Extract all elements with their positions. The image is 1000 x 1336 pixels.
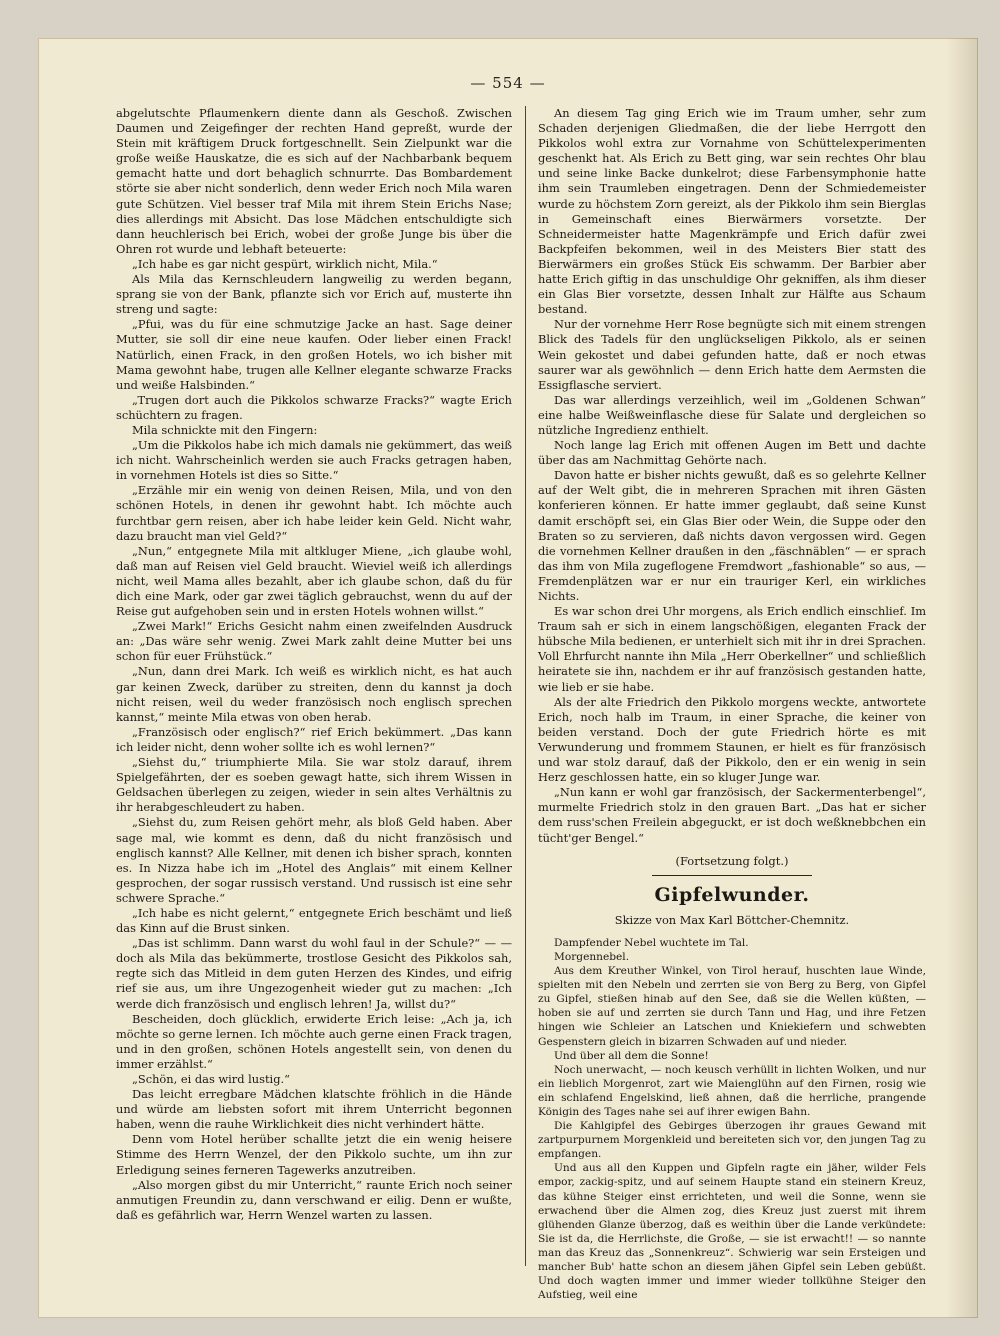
- continuation-note: (Fortsetzung folgt.): [675, 853, 789, 868]
- paragraph: „Französisch oder englisch?“ rief Erich bekümmert. „Das kann ich leider nicht, denn woher sollte ich es wohl lernen?“: [116, 724, 512, 754]
- paragraph: „Also morgen gibst du mir Unterricht,“ raunte Erich noch seiner anmutigen Freundin zu, dann verschwand er eilig. Denn er wußte, daß es gefährlich war, Herrn Wenzel warten zu lassen.: [116, 1177, 512, 1222]
- paragraph: Die Kahlgipfel des Gebirges überzogen ihr graues Gewand mit zartpurpurnem Morgenkleid und bereiteten sich vor, den jungen Tag zu empfangen.: [538, 1120, 926, 1161]
- paragraph: „Pfui, was du für eine schmutzige Jacke an hast. Sage deiner Mutter, sie soll dir eine neue kaufen. Oder lieber einen Frack! Natürlich, einen Frack, in den großen Hotels, wo ich bisher mit Mama gewohnt habe, trugen alle Kellner elegante schwarze Fracks und weiße Halsbinden.“: [116, 317, 512, 392]
- page-number: — 554 —: [470, 74, 546, 92]
- newspaper-page: [38, 38, 978, 1318]
- paragraph: Bescheiden, doch glücklich, erwiderte Erich leise: „Ach ja, ich möchte so gerne lernen. Ich möchte auch gerne einen Frack tragen, und in den großen, schönen Hotels angestellt sein, von denen du immer erzählst.“: [116, 1011, 512, 1071]
- column-divider: [525, 106, 526, 1266]
- right-column: [538, 106, 926, 1302]
- story-byline: Skizze von Max Karl Böttcher-Chemnitz.: [614, 912, 850, 927]
- paragraph: „Siehst du, zum Reisen gehört mehr, als bloß Geld haben. Aber sage mal, wie kommt es denn, daß du nicht französisch und englisch kannst? Alle Kellner, mit denen ich bisher sprach, konnten es. In Nizza habe ich im „Hotel des Anglais“ mit einem Kellner gesprochen, der sogar russisch verstand. Und russisch ist eine sehr schwere Sprache.“: [116, 815, 512, 905]
- page-gutter-shadow: [946, 38, 978, 1318]
- paragraph: Dampfender Nebel wuchtete im Tal.: [554, 936, 749, 949]
- paragraph: Davon hatte er bisher nichts gewußt, daß es so gelehrte Kellner auf der Welt gibt, die in mehreren Sprachen mit ihren Gästen konferieren können. Er hatte immer geglaubt, daß seine Kunst damit erschöpft sei, ein Glas Bier oder Wein, die Suppe oder den Braten so zu servieren, daß nichts davon vergossen wird. Gegen die vornehmen Kellner draußen in den „fäschnäblen“ — er sprach das ihm von Mila zugeflogene Fremdwort „fashionable“ so aus, — Fremdenplätzen war er nur ein trauriger Kerl, ein wirkliches Nichts.: [538, 468, 926, 603]
- paragraph: abgelutschte Pflaumenkern diente dann als Geschoß. Zwischen Daumen und Zeigefinger der rechten Hand gepreßt, wurde der Stein mit kräftigem Druck fortgeschnellt. Sein Zielpunkt war die große weiße Hauskatze, die es sich auf der Nachbarbank bequem gemacht hatte und dort behaglich schnurrte. Das Bombardement störte sie aber nicht sonderlich, denn weder Erich noch Mila waren gute Schützen. Viel besser traf Mila mit ihrem Stein Erichs Nase; dies allerdings mit Absicht. Das lose Mädchen entschuldigte sich dann heuchlerisch bei Erich, wobei der große Junge bis über die Ohren rot wurde und lebhaft beteuerte:: [116, 106, 512, 256]
- serial-continuation-text: [538, 106, 926, 846]
- paragraph: Das war allerdings verzeihlich, weil im „Goldenen Schwan“ eine halbe Weißweinflasche diese für Salate und dergleichen so nützliche Ingredienz enthielt.: [538, 392, 926, 437]
- story-title: Gipfelwunder.: [654, 883, 810, 906]
- paragraph: Morgennebel.: [554, 950, 630, 963]
- paragraph: „Das ist schlimm. Dann warst du wohl faul in der Schule?“ — — doch als Mila das bekümmerte, trostlose Gesicht des Pikkolos sah, regte sich das Mitleid in dem guten Herzen des Kindes, und eifrig rief sie aus, um ihre Ungezogenheit wieder gut zu machen: „Ich werde dich französisch und englisch lehren! Ja, willst du?“: [116, 936, 512, 1011]
- paragraph: Denn vom Hotel herüber schallte jetzt die ein wenig heisere Stimme des Herrn Wenzel, der den Pikkolo suchte, um ihn zur Erledigung seines ferneren Tagewerks anzutreiben.: [116, 1132, 512, 1177]
- paragraph: Noch lange lag Erich mit offenen Augen im Bett und dachte über das am Nachmittag Gehörte nach.: [538, 438, 926, 468]
- story-body: [538, 936, 926, 1302]
- paragraph: Das leicht erregbare Mädchen klatschte fröhlich in die Hände und würde am liebsten sofort mit ihrem Unterricht begonnen haben, wenn die rauhe Wirklichkeit dies nicht verhindert hätte.: [116, 1087, 512, 1132]
- paragraph: „Siehst du,“ triumphierte Mila. Sie war stolz darauf, ihrem Spielgefährten, der es soeben gewagt hatte, sich ihrem Wissen in Geldsachen überlegen zu zeigen, wieder in sein altes Verhältnis zu ihr herabgeschleudert zu haben.: [116, 755, 512, 815]
- paragraph: Mila schnickte mit den Fingern:: [132, 422, 318, 437]
- paragraph: An diesem Tag ging Erich wie im Traum umher, sehr zum Schaden derjenigen Gliedmaßen, die der liebe Herrgott den Pikkolos wohl extra zur Vornahme von Schüttelexperimenten geschenkt hat. Als Erich zu Bett ging, war sein rechtes Ohr blau und seine linke Backe dunkelrot; diese Farbensymphonie hatte ihm sein Traumleben eingetragen. Denn der Schmiedemeister wurde zu höchstem Zorn gereizt, als der Pikkolo ihm sein Bierglas in Gemeinschaft eines Bierwärmers vorsetzte. Der Schneidermeister hatte Magenkrämpfe und Erich dafür zwei Backpfeifen bekommen, weil in des Meisters Bier statt des Bierwärmers ein großes Stück Eis schwamm. Der Barbier aber hatte Erich giftig in das unschuldige Ohr gekniffen, als ihm dieser ein Glas Bier vorsetzte, dessen Inhalt zur Hälfte aus Schaum bestand.: [538, 106, 926, 317]
- paragraph: „Nun, dann drei Mark. Ich weiß es wirklich nicht, es hat auch gar keinen Zweck, darüber zu streiten, denn du kannst ja doch nicht reisen, weil du weder französisch noch englisch sprechen kannst,“ meinte Mila etwas von oben herab.: [116, 664, 512, 724]
- paragraph: „Nun,“ entgegnete Mila mit altkluger Miene, „ich glaube wohl, daß man auf Reisen viel Geld braucht. Wieviel weiß ich allerdings nicht, weil Mama alles bezahlt, aber ich glaube schon, daß du für dich eine Mark, oder gar zwei täglich gebrauchst, wenn du auf der Reise gut aufgehoben sein und in ersten Hotels wohnen willst.“: [116, 543, 512, 619]
- paragraph: „Um die Pikkolos habe ich mich damals nie gekümmert, das weiß ich nicht. Wahrscheinlich werden sie auch Fracks getragen haben, in vornehmen Hotels ist dies so Sitte.“: [116, 438, 512, 483]
- paragraph: Aus dem Kreuther Winkel, von Tirol herauf, huschten laue Winde, spielten mit den Nebeln und zerrten sie von Berg zu Berg, von Gipfel zu Gipfel, stießen hinab auf den See, daß sie die Wellen küßten, — hoben sie auf und zerrten sie durch Tann und Hag, und ihre Fetzen hingen wie Schleier an Latschen und Kniekiefern und schwebten Gespenstern gleich in bizarren Schwaden auf und nieder.: [538, 965, 926, 1048]
- paragraph: „Erzähle mir ein wenig von deinen Reisen, Mila, und von den schönen Hotels, in denen ihr gewohnt habt. Ich möchte auch furchtbar gern reisen, aber ich habe leider kein Geld. Nicht wahr, dazu braucht man viel Geld?“: [116, 483, 512, 543]
- paragraph: „Nun kann er wohl gar französisch, der Sackermenterbengel“, murmelte Friedrich stolz in den grauen Bart. „Das hat er sicher dem russ'schen Freilein abgeguckt, er ist doch weßknebbchen ein tücht'ger Bengel.“: [538, 785, 926, 845]
- paragraph: „Trugen dort auch die Pikkolos schwarze Fracks?“ wagte Erich schüchtern zu fragen.: [116, 392, 512, 422]
- paragraph: „Schön, ei das wird lustig.“: [132, 1072, 290, 1086]
- paragraph: Noch unerwacht, — noch keusch verhüllt in lichten Wolken, und nur ein lieblich Morgenrot, zart wie Maienglühn auf den Firnen, rosig wie ein schlafend Engelskind, ließ ahnen, daß die herrliche, prangende Königin des Tages nahe sei auf ihrer ewigen Bahn.: [538, 1063, 926, 1118]
- paragraph: Es war schon drei Uhr morgens, als Erich endlich einschlief. Im Traum sah er sich in einem langschößigen, eleganten Frack der hübsche Mila bedienen, er unterhielt sich mit ihr in drei Sprachen. Voll Ehrfurcht nannte ihn Mila „Herr Oberkellner“ und schließlich heiratete sie ihn, nachdem er ihr auf französisch gestanden hatte, wie lieb er sie habe.: [538, 604, 927, 694]
- paragraph: Als der alte Friedrich den Pikkolo morgens weckte, antwortete Erich, noch halb im Traum, in einer Sprache, die keiner von beiden verstand. Doch der gute Friedrich hörte es mit Verwunderung und frommem Staunen, er hielt es für französisch und war stolz darauf, daß der Pikkolo, den er ein wenig in sein Herz geschlossen hatte, ein so kluger Junge war.: [538, 694, 926, 785]
- paragraph: Und über all dem die Sonne!: [554, 1049, 709, 1062]
- paragraph: Nur der vornehme Herr Rose begnügte sich mit einem strengen Blick des Tadels für den unglückseligen Pikkolo, als er seinen Wein gekostet und dabei gefunden hatte, daß er noch etwas saurer war als gewöhnlich — denn Erich hatte dem Aermsten die Essigflasche serviert.: [538, 317, 926, 392]
- paragraph: „Ich habe es nicht gelernt,“ entgegnete Erich beschämt und ließ das Kinn auf die Brust sinken.: [116, 905, 512, 936]
- paragraph: „Zwei Mark!“ Erichs Gesicht nahm einen zweifelnden Ausdruck an: „Das wäre sehr wenig. Zwei Mark zahlt deine Mutter bei uns schon für euer Frühstück.“: [116, 619, 512, 664]
- paragraph: „Ich habe es gar nicht gespürt, wirklich nicht, Mila.“: [132, 256, 438, 271]
- paragraph: Und aus all den Kuppen und Gipfeln ragte ein jäher, wilder Fels empor, zackig-spitz, und auf seinem Haupte stand ein steinern Kreuz, das kühne Steiger einst errichteten, und weil die Sonne, wenn sie erwachend über die Almen zog, dies Kreuz just zuerst mit ihrem glühenden Glanze überzog, daß es weithin über die Lande verkündete: Sie ist da, die Herrlichste, die Große, — sie ist erwacht!! — so nannte man das Kreuz das „Sonnenkreuz“. Schwierig war sein Ersteigen und mancher Bub' hatte schon an diesem jähen Gipfel sein Leben gebüßt. Und doch wagten immer und immer wieder tollkühne Steiger den Aufstieg, weil eine: [538, 1162, 926, 1302]
- paragraph: Als Mila das Kernschleudern langweilig zu werden begann, sprang sie von der Bank, pflanzte sich vor Erich auf, musterte ihn streng und sagte:: [116, 272, 512, 317]
- left-column: [116, 106, 512, 1223]
- story-separator-rule: [652, 875, 812, 876]
